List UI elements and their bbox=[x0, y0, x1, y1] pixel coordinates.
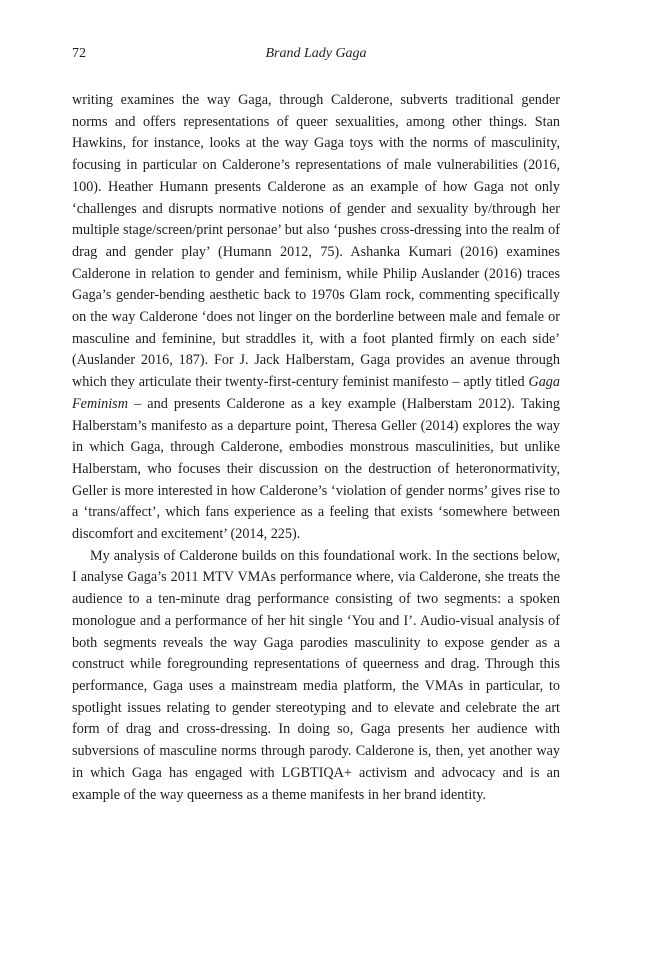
paragraph-text: writing examines the way Gaga, through Calderone, subverts traditional gender norms and offers representations of queer sexualities, among other things. Stan Hawkins, for instance, looks at the way Gaga toys with the norms of masculinity, focusing in particular on Calderone’s representations of male vulnerabilities (2016, 100). Heather Humann presents Calderone as an example of how Gaga not only ‘challenges and disrupts normative notions of gender and sexuality by/through her multiple stage/screen/print personae’ but also ‘pushes cross-dressing into the realm of drag and gender play’ (Humann 2012, 75). Ashanka Kumari (2016) examines Calderone in relation to gender and feminism, while Philip Auslander (2016) traces Gaga’s gender-bending aesthetic back to 1970s Glam rock, commenting specifically on the way Calderone ‘does not linger on the borderline between male and female or masculine and feminine, but straddles it, with a foot planted firmly on each side’ (Auslander 2016, 187). For J. Jack Halberstam, Gaga provides an avenue through which they articulate their twenty-first-century feminist manifesto – aptly titled bbox=[72, 92, 560, 391]
paragraph-text: My analysis of Calderone builds on this foundational work. In the sections below, I analyse Gaga’s 2011 MTV VMAs performance where, via Calderone, she treats the audience to a ten-minute drag performance consisting of two segments: a spoken monologue and a performance of her hit single ‘You and I’. Audio-visual analysis of both segments reveals the way Gaga parodies masculinity to expose gender as a construct while foregrounding representations of queerness and drag. Through this performance, Gaga uses a mainstream media platform, the VMAs in particular, to spotlight issues relating to gender stereotyping and to elevate and celebrate the art form of drag and cross-dressing. In doing so, Gaga presents her audience with subversions of masculine norms through parody. Calderone is, then, yet another way in which Gaga has engaged with LGBTIQA+ activism and advocacy and is an example of the way queerness as a theme manifests in her brand identity. bbox=[72, 547, 560, 803]
running-title: Brand Lady Gaga bbox=[265, 46, 367, 61]
running-header bbox=[72, 46, 560, 66]
paragraph-text: – and presents Calderone as a key example (Halberstam 2012). Taking Halberstam’s manifesto as a departure point, Theresa Geller (2014) explores the way in which Gaga, through Calderone, embodies monstrous masculinities, but unlike Halberstam, who focuses their discussion on the destruction of heteronormativity, Geller is more interested in how Calderone’s ‘violation of gender norms’ gives rise to a ‘trans/affect’, which fans experience as a feeling that exists ‘somewhere between discomfort and excitement’ (2014, 225). bbox=[72, 395, 560, 543]
page-number: 72 bbox=[72, 46, 86, 61]
paragraph-1 bbox=[72, 90, 560, 546]
body-text bbox=[72, 90, 560, 806]
book-title-italic: Gaga Feminism bbox=[72, 374, 560, 412]
paragraph-2 bbox=[72, 546, 560, 806]
